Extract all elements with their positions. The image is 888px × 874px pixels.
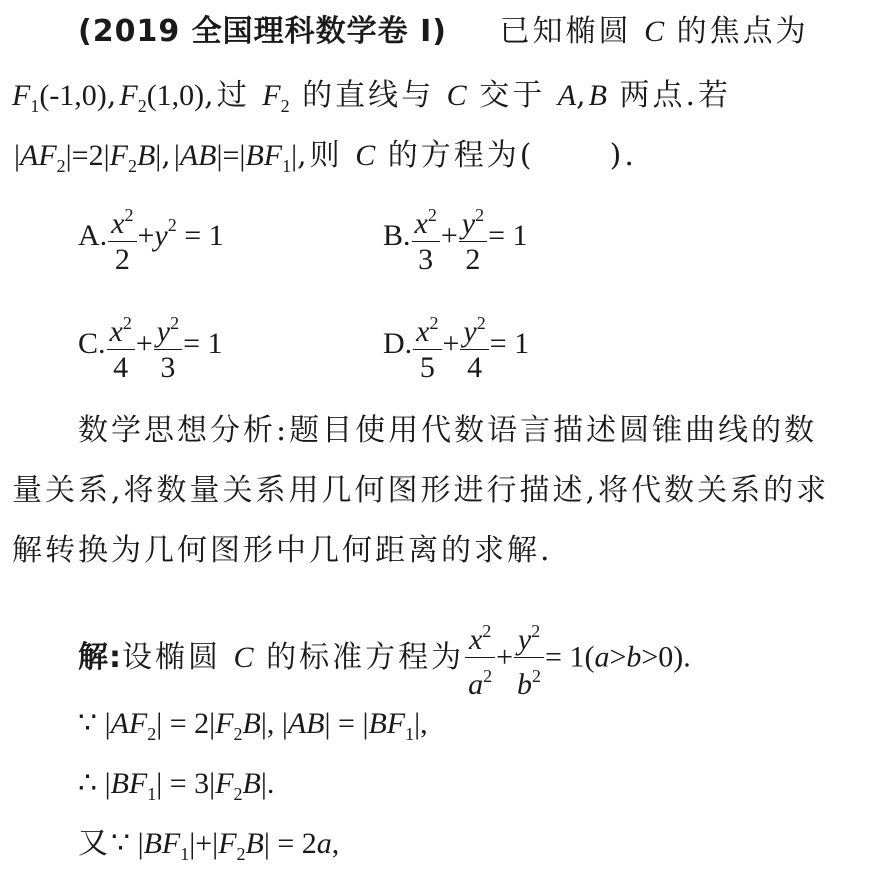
solution-heading: 解: xyxy=(78,639,122,675)
solution-step-1: ∵ $|AF_2| = 2|F_2B|$, $|AB| = |BF_1|$, xyxy=(78,707,428,744)
analysis-text-1: 题目使用代数语言描述圆锥曲线的数 xyxy=(289,413,818,448)
analysis-line-3 xyxy=(0,531,888,571)
solution-intro-line: 解:设椭圆 C 的标准方程为 $\frac{x^2}{a^2}$ + $\frac{y^2}{b^2}$ = 1(a>b>0). xyxy=(0,614,888,674)
solution-step-3: 又∵ $|BF_1|+|F_2B| = 2a$, xyxy=(78,826,340,864)
analysis-text-2: 量关系,将数量关系用几何图形进行描述,将代数关系的求 xyxy=(12,473,830,508)
solution-intro: 设椭圆 C 的标准方程为 xyxy=(122,639,465,675)
problem-source: (2019 全国理科数学卷 Ⅰ) xyxy=(78,14,447,49)
problem-text-1: 已知椭圆 C 的焦点为 xyxy=(499,14,809,49)
problem-line-1 xyxy=(0,12,888,52)
problem-line-2 xyxy=(0,76,888,126)
problem-text-3: $|AF_2|=2|F_2B|,|AB|=|BF_1|$,则 C 的方程为( ). xyxy=(14,138,637,176)
solution-formula: $\frac{x^2}{a^2}$ xyxy=(465,614,495,703)
option-d: D. $\frac{x^2}{5}$ + $\frac{y^2}{4}$ = 1 xyxy=(383,306,529,386)
option-a: A. $\frac{x^2}{2}$ $+y^2 = 1$ xyxy=(78,198,224,278)
analysis-line-2 xyxy=(0,471,888,511)
solution-step-2: ∴ $|BF_1| = 3|F_2B|$. xyxy=(78,767,275,804)
analysis-text-3: 解转换为几何图形中几何距离的求解. xyxy=(12,533,553,568)
problem-line-3 xyxy=(0,136,888,186)
option-b: B. $\frac{x^2}{3}$ + $\frac{y^2}{2}$ = 1 xyxy=(383,198,528,278)
problem-text-2: $F_1(-1,0),F_2(1,0)$,过 $F_2$ 的直线与 C 交于 A,B 两点.若 xyxy=(12,78,732,116)
option-c: C. $\frac{x^2}{4}$ + $\frac{y^2}{3}$ = 1 xyxy=(78,306,223,386)
analysis-line-1 xyxy=(0,411,888,451)
analysis-heading: 数学思想分析: xyxy=(78,413,290,448)
